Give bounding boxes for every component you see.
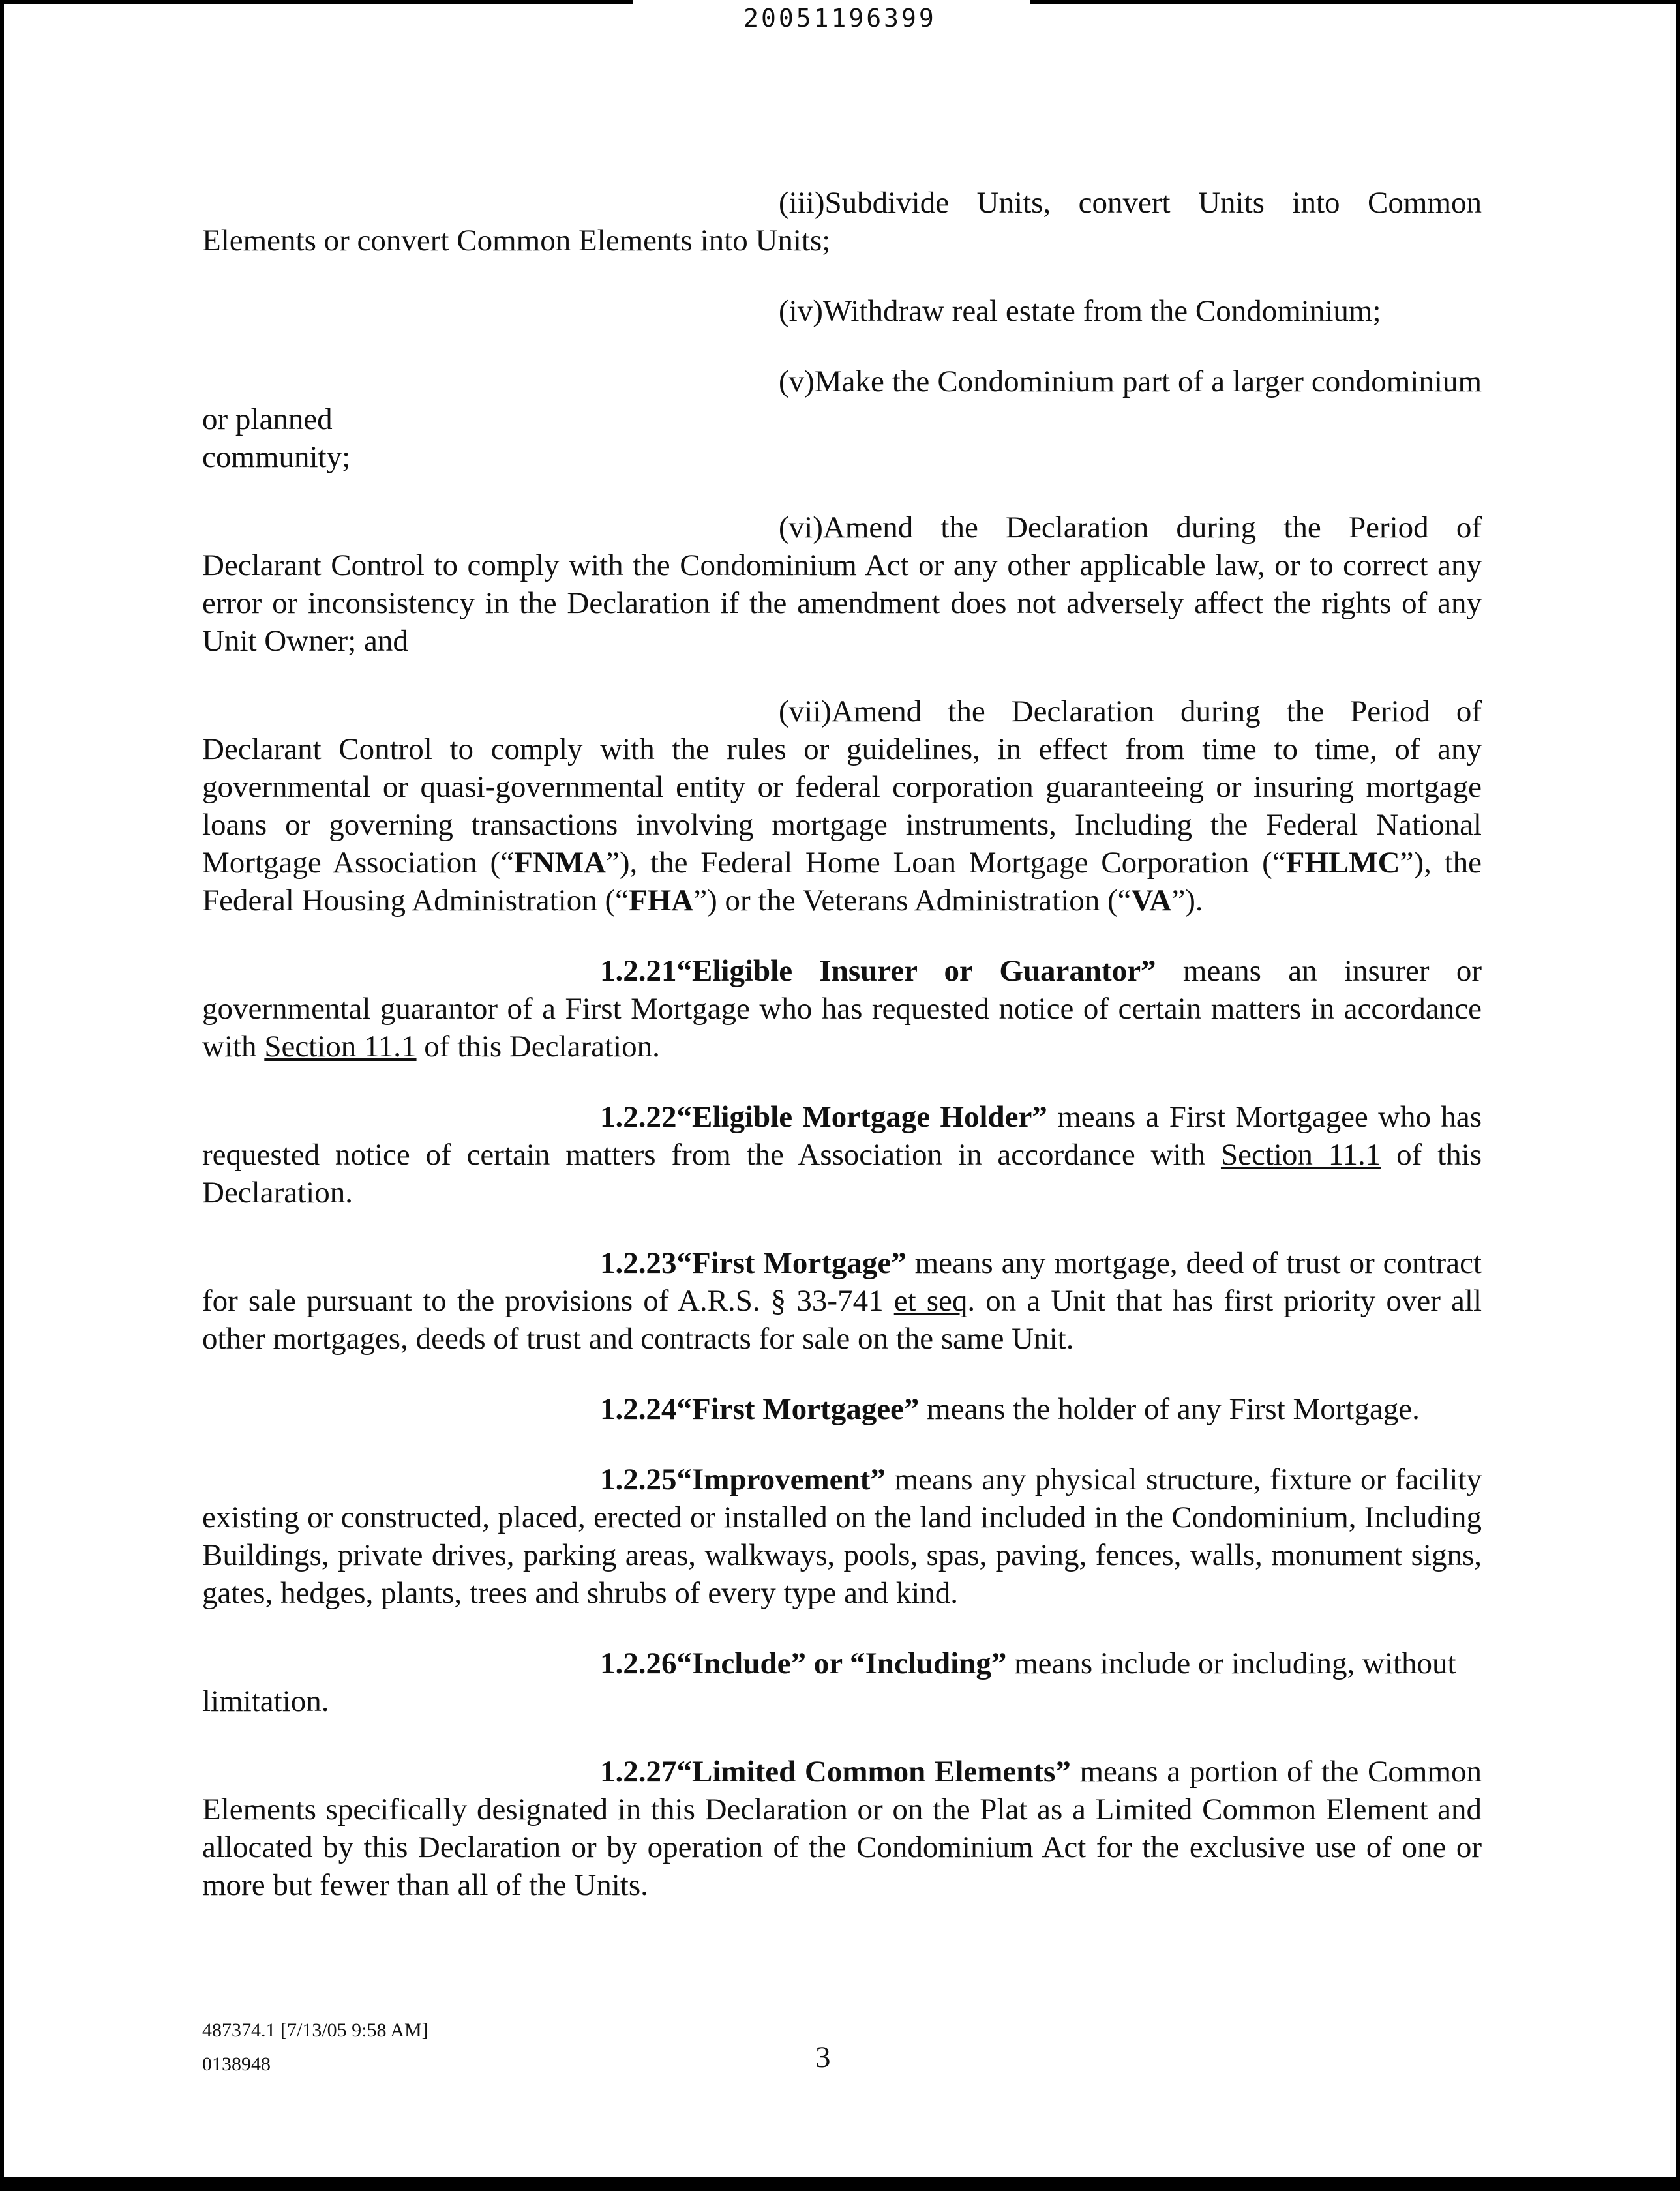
item-vii: [202, 693, 1482, 919]
latin-reference: et seq: [893, 1284, 968, 1318]
section-number: 1.2.21: [600, 954, 677, 988]
footer-client-number: 0138948: [202, 2053, 271, 2075]
item-text: Subdivide Units, convert Units into Common Elements or convert Common Elements into Units;: [202, 186, 1482, 258]
definition-text: of this Declaration.: [416, 1030, 660, 1064]
definition-text: means an insurer or governmental guarantor of a First Mortgage who has requested notice of certain matters in accordance with: [202, 954, 1482, 1064]
definition-text: means any mortgage, deed of trust or contract for sale pursuant to the provisions of A.R.S. § 33-741: [202, 1246, 1482, 1318]
definition-1-2-22: [202, 1098, 1482, 1212]
item-label: (v): [779, 365, 815, 398]
page-number: 3: [815, 2040, 831, 2074]
defined-term: “First Mortgage”: [676, 1246, 907, 1280]
defined-term: “Improvement”: [676, 1463, 886, 1497]
definition-1-2-26: [202, 1645, 1482, 1720]
item-text: Make the Condominium part of a larger condominium or planned: [202, 365, 1482, 436]
item-vi: [202, 509, 1482, 660]
item-iii: [202, 184, 1482, 260]
definition-text: means include or including, without: [1006, 1647, 1456, 1680]
item-text: ”), the Federal Home Loan Mortgage Corporation (“: [606, 846, 1286, 880]
abbr-fha: FHA: [628, 884, 694, 917]
item-text: ”), the Federal Housing Administration (“: [202, 846, 1482, 917]
section-number: 1.2.27: [600, 1755, 677, 1789]
item-label: (vi): [779, 511, 823, 544]
defined-term: “Limited Common Elements”: [676, 1755, 1071, 1789]
defined-term-connector: or: [806, 1647, 850, 1680]
defined-term: “First Mortgagee”: [676, 1392, 920, 1426]
item-text: Amend the Declaration during the Period of Declarant Control to comply with the rules or guidelines, in effect from time to time, of any governmental or quasi-governmental entity or federal corporation guaranteeing or insuring mortgage loans or governing transactions involving mortgage instruments, Including the Federal National Mortgage Association (“: [202, 694, 1482, 880]
footer-doc-info: [202, 2014, 428, 2081]
definition-1-2-23: [202, 1244, 1482, 1358]
abbr-va: VA: [1131, 884, 1172, 917]
item-label: (iv): [779, 294, 823, 328]
defined-term: “Eligible Insurer or Guarantor”: [676, 954, 1156, 988]
abbr-fhlmc: FHLMC: [1285, 846, 1400, 880]
defined-term: “Including”: [850, 1647, 1007, 1680]
definition-text: of this Declaration.: [202, 1138, 1482, 1210]
definition-1-2-27: [202, 1753, 1482, 1904]
definition-text: means a First Mortgagee who has requested notice of certain matters from the Association in accordance with: [202, 1100, 1482, 1172]
item-text: ”).: [1171, 884, 1203, 917]
definition-1-2-25: [202, 1461, 1482, 1612]
item-text: Amend the Declaration during the Period of Declarant Control to comply with the Condominium Act or any other applicable law, or to correct any error or inconsistency in the Declaration if the amendment does not adversely affect the rights of any Unit Owner; and: [202, 511, 1482, 658]
recording-number: 20051196399: [743, 4, 937, 33]
section-number: 1.2.26: [600, 1647, 677, 1680]
definition-text: means a portion of the Common Elements specifically designated in this Declaration or on the Plat as a Limited Common Element and allocated by this Declaration or by operation of the Condominium Act for the exclusive use of one or more but fewer than all of the Units.: [202, 1755, 1482, 1902]
item-label: (iii): [779, 186, 825, 220]
definition-text: means the holder of any First Mortgage.: [919, 1392, 1420, 1426]
definition-1-2-21: [202, 952, 1482, 1066]
definition-text-continuation: limitation.: [202, 1684, 329, 1718]
item-label: (vii): [779, 694, 832, 728]
item-v: [202, 363, 1482, 476]
section-number: 1.2.22: [600, 1100, 677, 1134]
defined-term: “Include”: [676, 1647, 806, 1680]
item-iv: [202, 292, 1482, 330]
scan-border-bottom: [0, 2177, 1680, 2191]
item-text: ”) or the Veterans Administration (“: [693, 884, 1132, 917]
definition-1-2-24: [202, 1390, 1482, 1428]
section-reference: Section 11.1: [1220, 1138, 1381, 1172]
defined-term: “Eligible Mortgage Holder”: [676, 1100, 1047, 1134]
section-number: 1.2.23: [600, 1246, 677, 1280]
section-reference: Section 11.1: [264, 1030, 417, 1064]
item-text-continuation: community;: [202, 440, 351, 474]
definition-text: . on a Unit that has first priority over all other mortgages, deeds of trust and contracts for sale on the same Unit.: [202, 1284, 1482, 1356]
definition-text: means any physical structure, fixture or facility existing or constructed, placed, erected or installed on the land included in the Condominium, Including Buildings, private drives, parking areas, walkways, pools, spas, paving, fences, walls, monument signs, gates, hedges, plants, trees and shrubs of every type and kind.: [202, 1463, 1482, 1610]
item-text: Withdraw real estate from the Condominium;: [822, 294, 1381, 328]
scan-border-left: [0, 0, 4, 2191]
footer-doc-ref: 487374.1 [7/13/05 9:58 AM]: [202, 2020, 428, 2041]
section-number: 1.2.24: [600, 1392, 677, 1426]
scan-border-right: [1676, 0, 1680, 2191]
section-number: 1.2.25: [600, 1463, 677, 1497]
document-body: [202, 184, 1482, 1937]
abbr-fnma: FNMA: [514, 846, 607, 880]
